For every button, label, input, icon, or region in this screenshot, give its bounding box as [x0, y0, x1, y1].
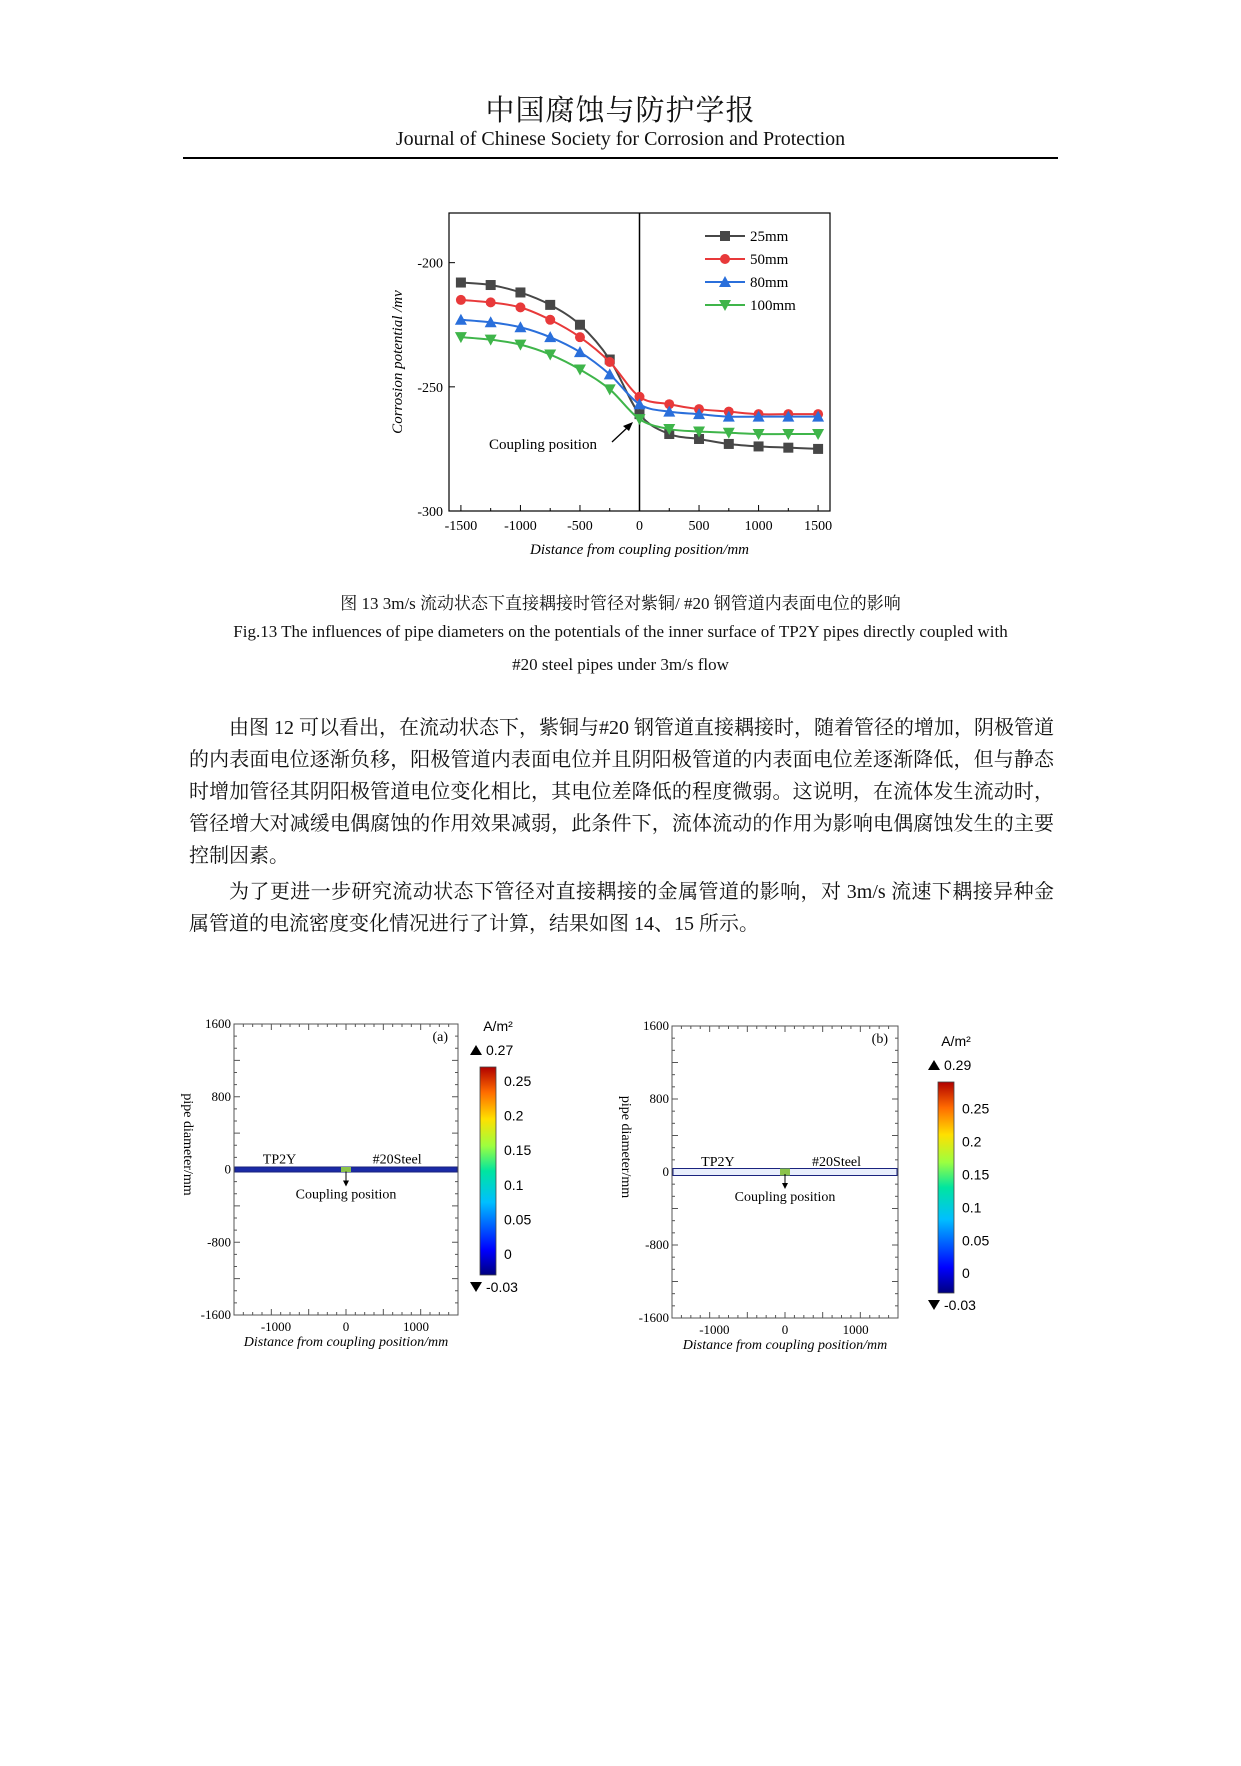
colorbar-max: 0.27	[486, 1042, 514, 1058]
body-text	[189, 712, 1054, 944]
colorbar-max-arrow	[928, 1060, 940, 1070]
x-axis-label: Distance from coupling position/mm	[529, 542, 750, 558]
x-tick-label: 1000	[403, 1319, 429, 1334]
y-axis-label: Corrosion potential /mv	[390, 290, 406, 434]
legend-label-25mm: 25mm	[750, 229, 789, 245]
x-axis-label: Distance from coupling position/mm	[682, 1338, 888, 1353]
colorbar-tick: 0.25	[504, 1072, 532, 1089]
x-tick-label: 0	[636, 519, 643, 534]
panel-label: (a)	[432, 1030, 448, 1045]
data-point-50mm	[545, 315, 555, 325]
y-tick-label: -1600	[638, 1310, 669, 1325]
data-point-50mm	[575, 332, 585, 342]
colorbar-unit: A/m²	[483, 1018, 513, 1034]
x-tick-label: 1000	[842, 1322, 869, 1337]
coupling-arrowhead	[343, 1181, 349, 1187]
data-point-50mm	[486, 297, 496, 307]
x-tick-label: 1500	[804, 519, 833, 534]
y-tick-label: -300	[417, 505, 443, 520]
data-point-25mm	[575, 320, 585, 330]
colorbar-unit: A/m²	[941, 1033, 971, 1049]
x-tick-label: -1000	[699, 1322, 730, 1337]
x-tick-label: 500	[688, 519, 710, 534]
colorbar-tick: 0	[504, 1246, 512, 1263]
colorbar-tick: 0.2	[962, 1133, 982, 1150]
y-tick-label: -250	[417, 380, 443, 396]
colorbar-tick: 0.25	[962, 1100, 990, 1117]
annotation-arrow-line	[612, 427, 628, 442]
colorbar-tick: 0.1	[504, 1176, 524, 1193]
figure-13-caption-zh: 图 13 3m/s 流动状态下直接耦接时管径对紫铜/ #20 钢管道内表面电位的影响	[340, 594, 901, 613]
label-tp2y: TP2Y	[262, 1152, 297, 1168]
label-tp2y: TP2Y	[701, 1155, 735, 1170]
current-density-map-b	[608, 1010, 1048, 1355]
data-point-50mm	[456, 295, 466, 305]
y-axis-label: pipe diameter/mm	[180, 1093, 195, 1196]
data-point-100mm	[574, 364, 586, 375]
data-point-100mm	[544, 350, 556, 361]
data-point-80mm	[574, 346, 586, 357]
x-tick-label: -500	[567, 519, 593, 534]
data-point-25mm	[813, 444, 823, 454]
figure-13-caption-en-2: #20 steel pipes under 3m/s flow	[512, 655, 729, 674]
label-20steel: #20Steel	[812, 1155, 862, 1170]
data-point-50mm	[605, 357, 615, 367]
colorbar	[480, 1067, 496, 1275]
legend-marker-25mm	[720, 231, 730, 241]
coupling-hotspot	[341, 1167, 351, 1172]
data-point-80mm	[544, 331, 556, 342]
x-tick-label: -1000	[504, 519, 537, 534]
data-point-25mm	[515, 287, 525, 297]
coupling-label: Coupling position	[734, 1190, 836, 1205]
y-tick-label: 0	[224, 1161, 231, 1177]
colorbar-tick: 0.2	[504, 1107, 524, 1124]
y-tick-label: -800	[645, 1237, 669, 1252]
y-tick-label: 0	[662, 1164, 669, 1179]
colorbar-tick: 0	[962, 1265, 970, 1282]
colorbar	[938, 1082, 954, 1293]
y-tick-label: 1600	[643, 1018, 669, 1033]
panel-label: (b)	[871, 1032, 888, 1047]
figure-13-caption-en-1: Fig.13 The influences of pipe diameters on the potentials of the inner surface of TP2Y pipes directly coupled with	[233, 622, 1008, 641]
label-20steel: #20Steel	[372, 1152, 422, 1168]
colorbar-max: 0.29	[944, 1057, 972, 1073]
coupling-annotation: Coupling position	[489, 437, 597, 453]
y-tick-label: -200	[417, 256, 443, 272]
data-point-25mm	[783, 443, 793, 453]
figure-13-line-chart	[0, 0, 1241, 580]
data-point-25mm	[724, 439, 734, 449]
legend-label-100mm: 100mm	[750, 298, 796, 314]
colorbar-min: -0.03	[486, 1279, 518, 1295]
journal-title-zh: 中国腐蚀与防护学报	[485, 95, 756, 127]
colorbar-tick: 0.1	[962, 1199, 982, 1216]
x-tick-label: -1000	[260, 1319, 292, 1334]
x-tick-label: 0	[342, 1319, 350, 1334]
colorbar-min-arrow	[928, 1300, 940, 1310]
y-tick-label: -1600	[200, 1307, 231, 1322]
coupling-label: Coupling position	[295, 1187, 397, 1203]
data-point-25mm	[545, 300, 555, 310]
legend-label-80mm: 80mm	[750, 275, 789, 291]
current-density-map-a	[170, 1010, 600, 1355]
data-point-25mm	[456, 278, 466, 288]
y-tick-label: 800	[211, 1088, 231, 1104]
paragraph-2: 为了更进一步研究流动状态下管径对直接耦接的金属管道的影响，对 3m/s 流速下耦接异种金属管道的电流密度变化情况进行了计算，结果如图 14、15 所示。	[189, 881, 1054, 935]
paragraph-1: 由图 12 可以看出，在流动状态下，紫铜与#20 钢管道直接耦接时，随着管径的增加，阴极管道的内表面电位逐渐负移，阳极管道内表面电位并且阴阳极管道的内表面电位差逐渐降低，但与静态时增加管径其阴阳极管道电位变化相比，其电位差降低的程度微弱。这说明，在流体发生流动时，管径增大对减缓电偶腐蚀的作用效果减弱，此条件下，流体流动的作用为影响电偶腐蚀发生的主要控制因素。	[189, 717, 1054, 867]
x-tick-label: 0	[781, 1322, 789, 1337]
data-point-25mm	[486, 280, 496, 290]
y-tick-label: 1600	[205, 1016, 231, 1031]
coupling-arrowhead	[782, 1183, 788, 1189]
legend-marker-50mm	[720, 254, 730, 264]
colorbar-max-arrow	[470, 1045, 482, 1055]
y-tick-label: 800	[649, 1091, 669, 1106]
x-tick-label: 1000	[744, 519, 773, 534]
colorbar-tick: 0.15	[962, 1166, 990, 1183]
legend-label-50mm: 50mm	[750, 252, 789, 268]
journal-title-en: Journal of Chinese Society for Corrosion and Protection	[395, 128, 846, 150]
y-tick-label: -800	[207, 1234, 231, 1250]
colorbar-tick: 0.15	[504, 1142, 532, 1159]
colorbar-tick: 0.05	[962, 1232, 990, 1249]
x-axis-label: Distance from coupling position/mm	[243, 1335, 449, 1350]
colorbar-min-arrow	[470, 1282, 482, 1292]
colorbar-min: -0.03	[944, 1297, 976, 1313]
y-axis-label: pipe diameter/mm	[618, 1095, 633, 1199]
colorbar-tick: 0.05	[504, 1211, 532, 1228]
data-point-50mm	[515, 302, 525, 312]
x-tick-label: -1500	[444, 519, 478, 534]
data-point-25mm	[754, 441, 764, 451]
